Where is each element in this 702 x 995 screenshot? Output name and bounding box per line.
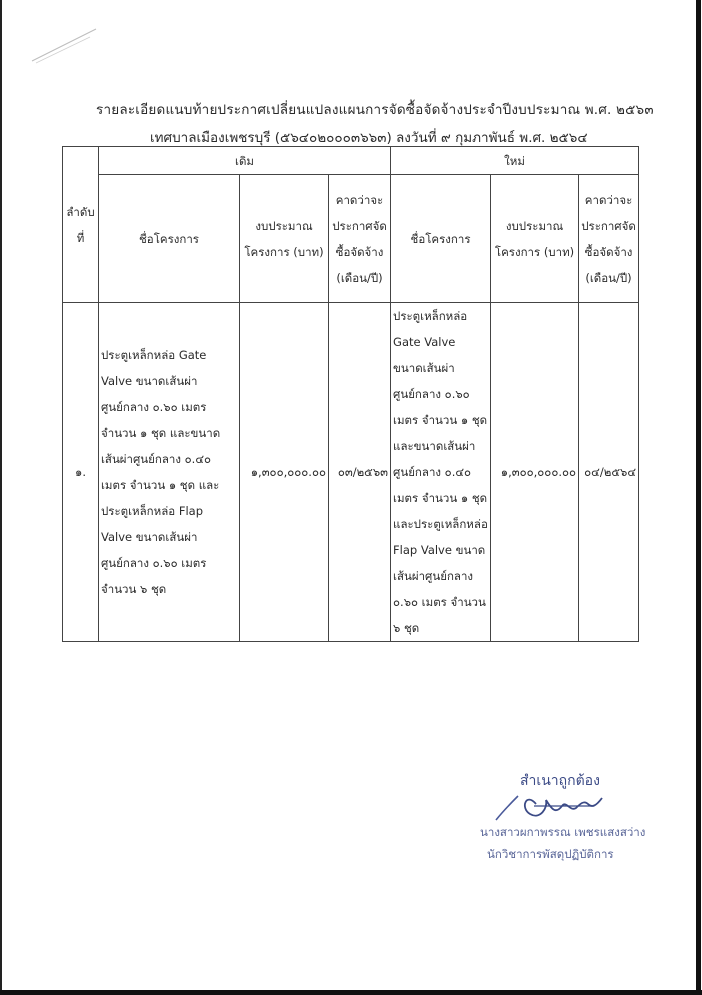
header-new-group: ใหม่ [391,147,639,175]
new-expected-date: ๐๔/๒๕๖๔ [579,303,639,642]
row-seq: ๑. [63,303,99,642]
procurement-plan-table [62,146,639,642]
header-old-expected-date: คาดว่าจะประกาศจัดซื้อจัดจ้าง (เดือน/ปี) [329,175,391,303]
signer-position: นักวิชาการพัสดุปฏิบัติการ [487,847,614,861]
page-border-right [696,0,701,995]
new-budget: ๑,๓๐๐,๐๐๐.๐๐ [491,303,579,642]
page-border-bottom [0,990,702,995]
scan-mark [30,25,100,65]
header-old-group: เดิม [99,147,391,175]
old-budget: ๑,๓๐๐,๐๐๐.๐๐ [240,303,329,642]
signature [490,786,640,826]
header-seq: ลำดับที่ [63,147,99,303]
signer-name: นางสาวผกาพรรณ เพชรแสงสว่าง [480,825,646,839]
old-project-name: ประตูเหล็กหล่อ Gate Valve ขนาดเส้นผ่าศูนย์กลาง ๐.๖๐ เมตร จำนวน ๑ ชุด และขนาดเส้นผ่าศูนย์กลาง ๐.๔๐ เมตร จำนวน ๑ ชุด และประตูเหล็กหล่อ Flap Valve ขนาดเส้นผ่าศูนย์กลาง ๐.๖๐ เมตร จำนวน ๖ ชุด [99,303,240,642]
page-border-left [0,0,2,995]
header-new-budget: งบประมาณโครงการ (บาท) [491,175,579,303]
new-project-name: ประตูเหล็กหล่อ Gate Valve ขนาดเส้นผ่าศูนย์กลาง ๐.๖๐ เมตร จำนวน ๑ ชุด และขนาดเส้นผ่าศูนย์กลาง ๐.๔๐ เมตร จำนวน ๑ ชุด และประตูเหล็กหล่อ Flap Valve ขนาดเส้นผ่าศูนย์กลาง ๐.๖๐ เมตร จำนวน ๖ ชุด [391,303,491,642]
header-old-budget: งบประมาณโครงการ (บาท) [240,175,329,303]
table-row [63,303,639,642]
document-subtitle: เทศบาลเมืองเพชรบุรี (๕๖๔๐๒๐๐๐๓๖๖๓) ลงวันที่ ๙ กุมภาพันธ์ พ.ศ. ๒๕๖๔ [150,130,588,146]
header-old-project: ชื่อโครงการ [99,175,240,303]
header-new-expected-date: คาดว่าจะประกาศจัดซื้อจัดจ้าง (เดือน/ปี) [579,175,639,303]
old-expected-date: ๐๓/๒๕๖๓ [329,303,391,642]
certified-copy-label: สำเนาถูกต้อง [520,773,600,789]
header-new-project: ชื่อโครงการ [391,175,491,303]
document-title: รายละเอียดแนบท้ายประกาศเปลี่ยนแปลงแผนการจัดซื้อจัดจ้างประจำปีงบประมาณ พ.ศ. ๒๕๖๓ [96,102,654,118]
